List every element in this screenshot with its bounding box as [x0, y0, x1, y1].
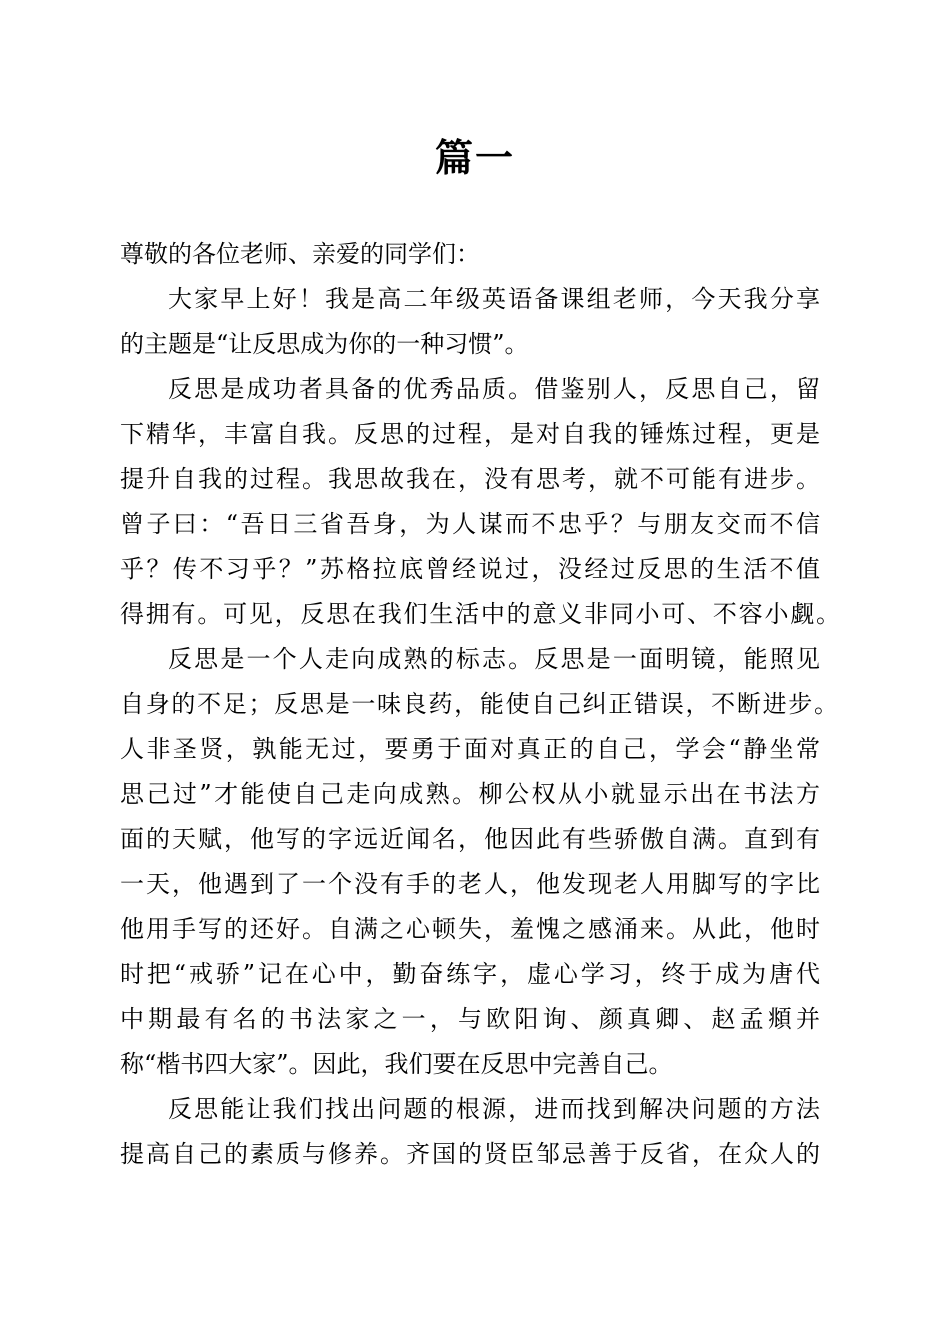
paragraph-line: 面的天赋，他写的字远近闻名，他因此有些骄傲自满。直到有: [120, 825, 820, 853]
paragraph-line: 的主题是“让反思成为你的一种习惯”。: [120, 330, 529, 358]
salutation-line: 尊敬的各位老师、亲爱的同学们：: [120, 240, 480, 268]
page-title: 篇一: [434, 135, 515, 180]
paragraph-line: 中期最有名的书法家之一，与欧阳询、颜真卿、赵孟頫并: [120, 1005, 820, 1033]
paragraph-line: 乎？传不习乎？”苏格拉底曾经说过，没经过反思的生活不值: [120, 555, 820, 583]
paragraph-line: 时把“戒骄”记在心中，勤奋练字，虚心学习，终于成为唐代: [120, 960, 820, 988]
paragraph-line: 反思能让我们找出问题的根源，进而找到解决问题的方法: [168, 1095, 820, 1123]
paragraph-line: 大家早上好！我是高二年级英语备课组老师，今天我分享: [168, 285, 820, 313]
paragraph-line: 反思是一个人走向成熟的标志。反思是一面明镜，能照见: [168, 645, 820, 673]
paragraph-line: 提升自我的过程。我思故我在，没有思考，就不可能有进步。: [120, 465, 820, 493]
paragraph-line: 他用手写的还好。自满之心顿失，羞愧之感涌来。从此，他时: [120, 915, 820, 943]
paragraph-line: 反思是成功者具备的优秀品质。借鉴别人，反思自己，留: [168, 375, 820, 403]
paragraph-line: 曾子曰：“吾日三省吾身，为人谋而不忠乎？与朋友交而不信: [120, 510, 820, 538]
paragraph-line: 下精华，丰富自我。反思的过程，是对自我的锤炼过程，更是: [120, 420, 820, 448]
paragraph-line: 称“楷书四大家”。因此，我们要在反思中完善自己。: [120, 1050, 673, 1078]
paragraph-line: 得拥有。可见，反思在我们生活中的意义非同小可、不容小觑。: [120, 600, 840, 628]
paragraph-line: 提高自己的素质与修养。齐国的贤臣邹忌善于反省，在众人的: [120, 1140, 820, 1168]
paragraph-line: 思己过”才能使自己走向成熟。柳公权从小就显示出在书法方: [120, 780, 820, 808]
paragraph-line: 自身的不足；反思是一味良药，能使自己纠正错误，不断进步。: [120, 690, 838, 718]
paragraph-line: 人非圣贤，孰能无过，要勇于面对真正的自己，学会“静坐常: [120, 735, 820, 763]
paragraph-line: 一天，他遇到了一个没有手的老人，他发现老人用脚写的字比: [120, 870, 820, 898]
